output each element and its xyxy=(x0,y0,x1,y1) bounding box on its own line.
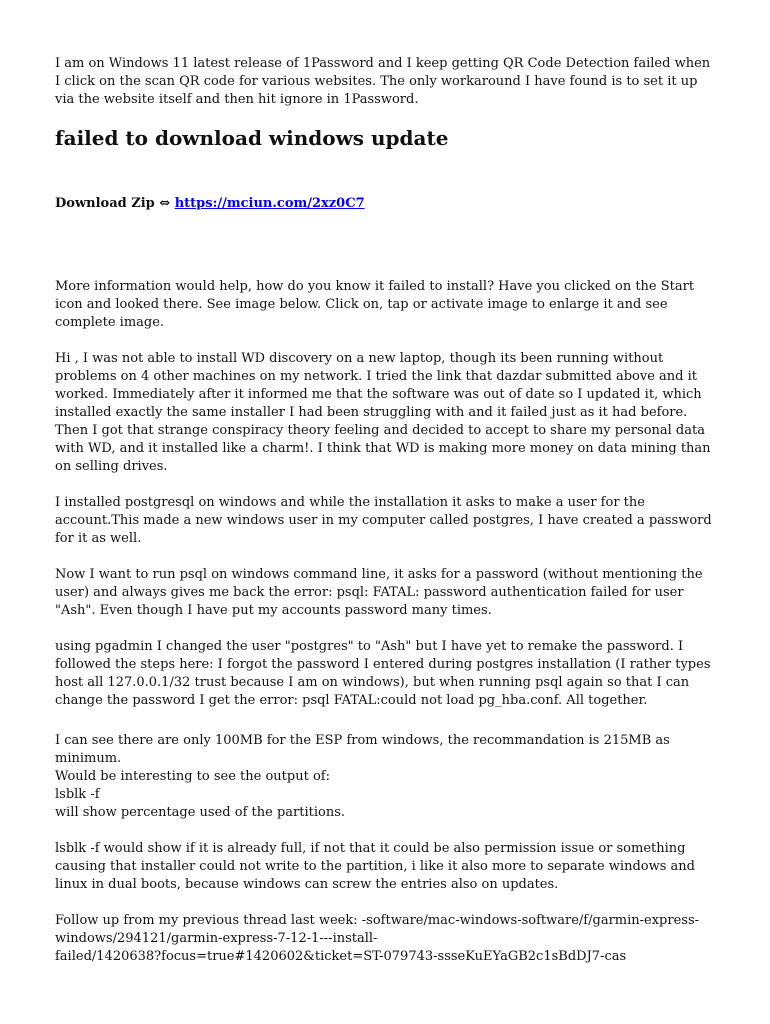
page-title: failed to download windows update xyxy=(55,126,449,150)
paragraph-esp xyxy=(55,732,717,822)
followup-line: failed/1420638?focus=true#1420602&ticket=ST-079743-ssseKuEYaGB2c1sBdDJ7-cas xyxy=(55,949,627,964)
esp-line: lsblk -f xyxy=(55,787,100,802)
paragraph-wd-discovery: Hi , I was not able to install WD discovery on a new laptop, though its been running without problems on 4 other machines on my network. I tried the link that dazdar submitted above and it worked. Immediately after it informed me that the software was out of date so I updated it, which installed exactly the same installer I had been struggling with and it failed just as it had before. Then I got that strange conspiracy theory feeling and decided to accept to share my personal data with WD, and it installed like a charm!. I think that WD is making more money on data mining than on selling drives. xyxy=(55,351,711,474)
paragraph-postgresql-install: I installed postgresql on windows and while the installation it asks to make a user for the account.This made a new windows user in my computer called postgres, I have created a password for it as well. xyxy=(55,495,712,546)
followup-line: windows/294121/garmin-express-7-12-1---install- xyxy=(55,931,378,946)
paragraph-pgadmin: using pgadmin I changed the user "postgres" to "Ash" but I have yet to remake the password. I followed the steps here: I forgot the password I entered during postgres installation (I rather types host all 127.0.0.1/32 trust because I am on windows), but when running psql again so that I can change the password I get the error: psql FATAL:could not load pg_hba.conf. All together. xyxy=(55,639,711,708)
paragraph-more-info: More information would help, how do you know it failed to install? Have you clicked on the Start icon and looked there. See image below. Click on, tap or activate image to enlarge it and see complete image. xyxy=(55,279,695,330)
document-page xyxy=(55,55,717,984)
download-line xyxy=(55,195,717,213)
paragraph-lsblk: lsblk -f would show if it is already full, if not that it could be also permission issue or something causing that installer could not write to the partition, i like it also more to separate windows and linux in dual boots, because windows can screw the entries also on updates. xyxy=(55,841,695,892)
followup-line: Follow up from my previous thread last week: -software/mac-windows-software/f/garmin-express- xyxy=(55,913,700,928)
esp-line: Would be interesting to see the output of: xyxy=(55,769,330,784)
download-link[interactable]: https://mciun.com/2xz0C7 xyxy=(174,196,365,211)
download-label: Download Zip ⇔ xyxy=(55,196,171,211)
paragraph-followup xyxy=(55,912,717,966)
esp-line: I can see there are only 100MB for the ESP from windows, the recommandation is 215MB as minimum. xyxy=(55,733,670,766)
paragraph-psql-error: Now I want to run psql on windows command line, it asks for a password (without mentioning the user) and always gives me back the error: psql: FATAL: password authentication failed for user "Ash". Even though I have put my accounts password many times. xyxy=(55,567,703,618)
esp-line: will show percentage used of the partitions. xyxy=(55,805,345,820)
intro-paragraph: I am on Windows 11 latest release of 1Password and I keep getting QR Code Detection failed when I click on the scan QR code for various websites. The only workaround I have found is to set it up via the website itself and then hit ignore in 1Password. xyxy=(55,56,711,107)
